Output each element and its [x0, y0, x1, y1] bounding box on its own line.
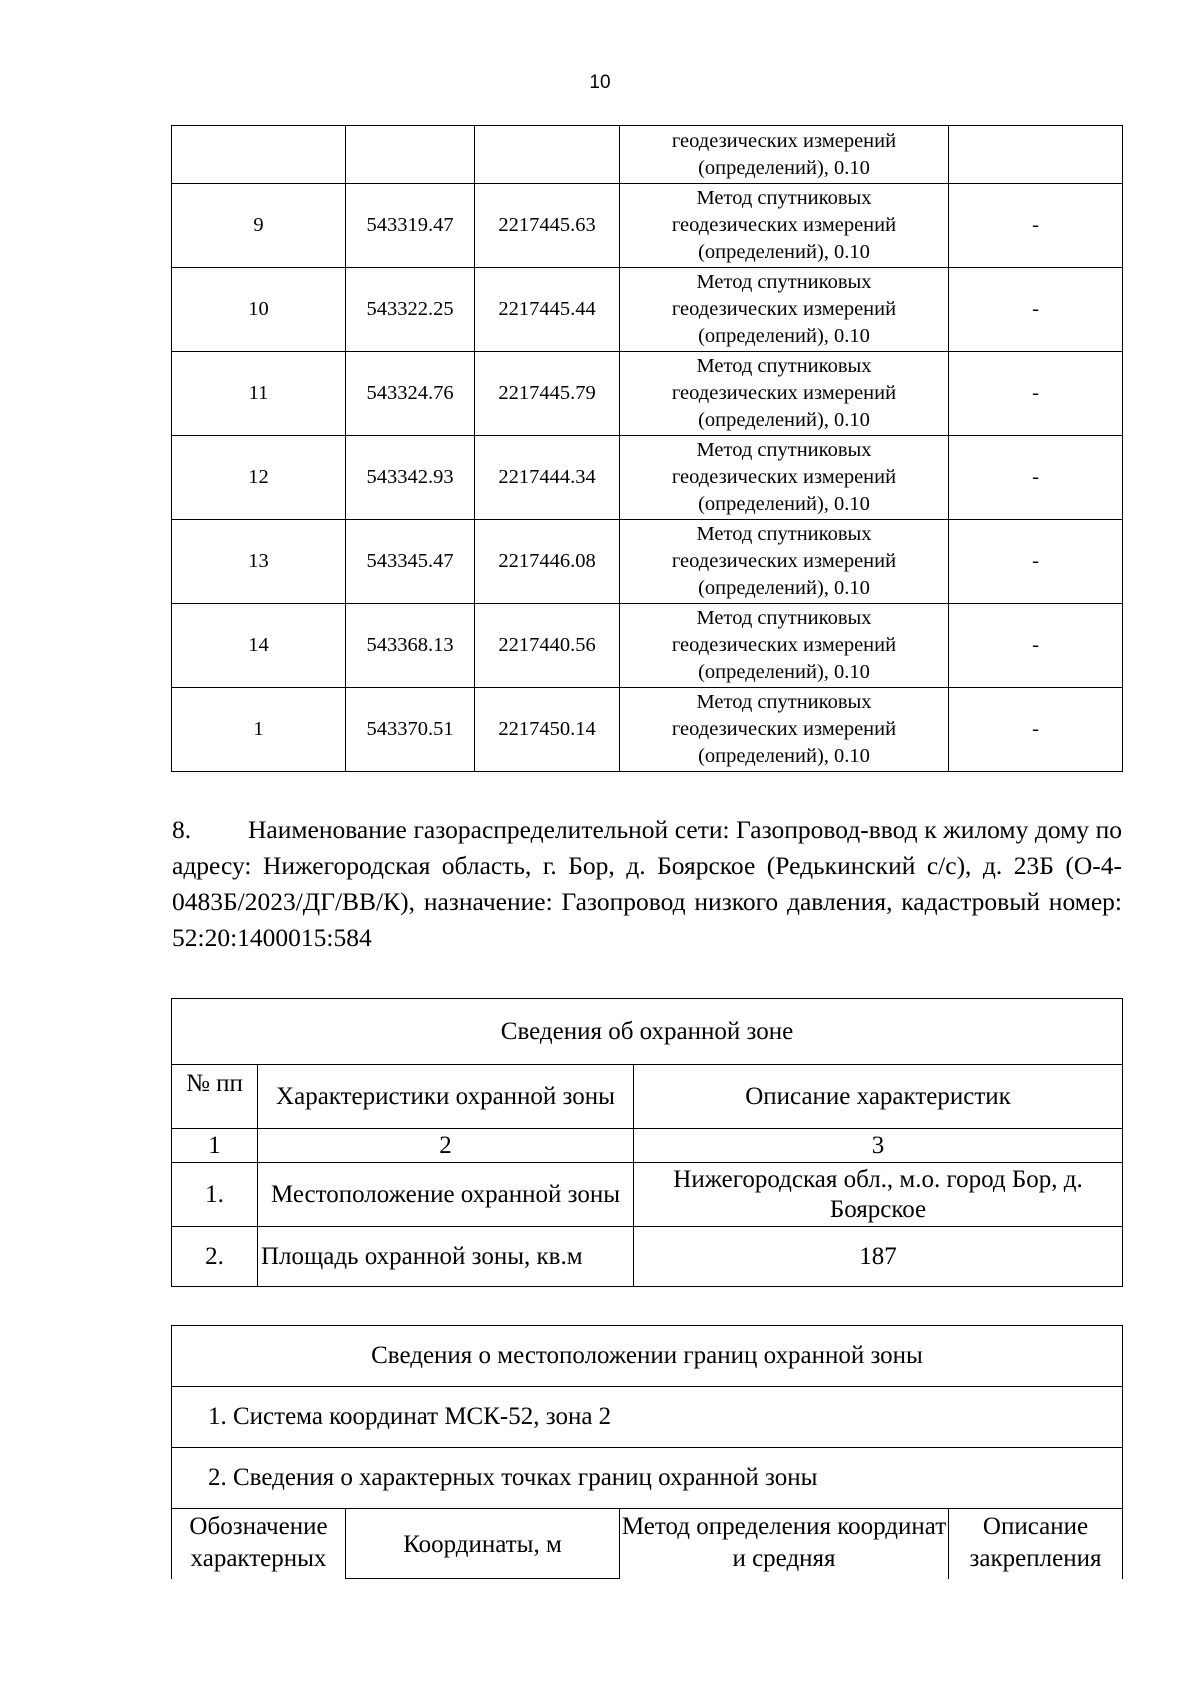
- method-line: геодезических измерений: [671, 130, 897, 152]
- method-cell: [620, 184, 949, 268]
- method-cell: [620, 520, 949, 604]
- x-cell: 543345.47: [346, 520, 475, 604]
- header-method: Метод определения координат и средняя: [620, 1509, 949, 1580]
- y-cell: 2217445.79: [475, 352, 620, 436]
- fixing-cell: -: [949, 604, 1123, 688]
- method-line: Метод спутниковых: [696, 355, 872, 377]
- point-cell: 9: [172, 184, 346, 268]
- zone-boundaries-table: [171, 1325, 1123, 1579]
- fixing-cell: -: [949, 520, 1123, 604]
- header-coordinates: Координаты, м: [346, 1511, 619, 1579]
- row-description: 187: [634, 1227, 1123, 1287]
- y-cell: [475, 126, 620, 184]
- y-cell: 2217445.44: [475, 268, 620, 352]
- bounds-table-title: Сведения о местоположении границ охранной зоны: [172, 1326, 1123, 1387]
- header-description: Описание характеристик: [634, 1065, 1123, 1129]
- method-cell: [620, 436, 949, 520]
- point-cell: 12: [172, 436, 346, 520]
- point-cell: 10: [172, 268, 346, 352]
- table-row: [172, 688, 1123, 772]
- coordinate-system: 1. Система координат МСК-52, зона 2: [172, 1387, 1123, 1448]
- method-line: (определений), 0.10: [698, 493, 870, 515]
- method-line: геодезических измерений: [671, 550, 897, 572]
- row-description: Нижегородская обл., м.о. город Бор, д. Боярское: [634, 1163, 1123, 1227]
- header-fixing: Описание закрепления: [949, 1509, 1123, 1580]
- y-cell: 2217444.34: [475, 436, 620, 520]
- x-cell: 543319.47: [346, 184, 475, 268]
- method-line: (определений), 0.10: [698, 577, 870, 599]
- header-designation: Обозначение характерных: [172, 1509, 346, 1580]
- index-cell: 3: [634, 1129, 1123, 1163]
- x-cell: 543342.93: [346, 436, 475, 520]
- section-text: Наименование газораспределительной сети: Газопровод-ввод к жилому дому по адресу: Нижегородская область, г. Бор, д. Боярское (Редькинский с/с), д. 23Б (О-4-0483Б/2023/ДГ/ВВ/К), назначение: Газопровод низкого давления, кадастровый номер: 52:20:1400015:584: [172, 815, 1122, 952]
- method-line: геодезических измерений: [671, 466, 897, 488]
- fixing-cell: -: [949, 352, 1123, 436]
- header-characteristic: Характеристики охранной зоны: [258, 1065, 634, 1129]
- method-line: Метод спутниковых: [696, 523, 872, 545]
- method-cell: [620, 126, 949, 184]
- header-number: № пп: [172, 1065, 258, 1129]
- method-line: Метод спутниковых: [696, 439, 872, 461]
- method-line: геодезических измерений: [671, 382, 897, 404]
- coordinates-table: [171, 125, 1123, 772]
- method-cell: [620, 268, 949, 352]
- method-line: (определений), 0.10: [698, 241, 870, 263]
- table-row: [172, 604, 1123, 688]
- method-line: Метод спутниковых: [696, 187, 872, 209]
- index-cell: 2: [258, 1129, 634, 1163]
- section-8-paragraph: [172, 812, 1122, 956]
- zone-table-title: Сведения об охранной зоне: [172, 999, 1123, 1065]
- y-cell: 2217450.14: [475, 688, 620, 772]
- index-cell: 1: [172, 1129, 258, 1163]
- row-characteristic: Площадь охранной зоны, кв.м: [258, 1227, 634, 1287]
- method-cell: [620, 604, 949, 688]
- method-line: (определений), 0.10: [698, 745, 870, 767]
- section-number: 8.: [172, 815, 192, 844]
- x-cell: 543370.51: [346, 688, 475, 772]
- page-number: 10: [589, 72, 611, 93]
- point-cell: 13: [172, 520, 346, 604]
- row-number: 1.: [172, 1163, 258, 1227]
- x-cell: 543368.13: [346, 604, 475, 688]
- fixing-cell: [949, 126, 1123, 184]
- x-cell: 543322.25: [346, 268, 475, 352]
- method-line: геодезических измерений: [671, 298, 897, 320]
- table-row: [172, 1227, 1123, 1287]
- point-cell: 1: [172, 688, 346, 772]
- y-cell: 2217446.08: [475, 520, 620, 604]
- table-row: [172, 352, 1123, 436]
- method-cell: [620, 688, 949, 772]
- method-line: Метод спутниковых: [696, 691, 872, 713]
- x-cell: [346, 126, 475, 184]
- points-section-title: 2. Сведения о характерных точках границ охранной зоны: [172, 1448, 1123, 1509]
- x-cell: 543324.76: [346, 352, 475, 436]
- header-coordinates-cell: [346, 1509, 620, 1580]
- row-number: 2.: [172, 1227, 258, 1287]
- y-cell: 2217445.63: [475, 184, 620, 268]
- method-line: геодезических измерений: [671, 634, 897, 656]
- fixing-cell: -: [949, 268, 1123, 352]
- table-row: [172, 436, 1123, 520]
- method-line: Метод спутниковых: [696, 607, 872, 629]
- method-line: геодезических измерений: [671, 214, 897, 236]
- method-line: (определений), 0.10: [698, 409, 870, 431]
- method-line: Метод спутниковых: [696, 271, 872, 293]
- table-row: [172, 184, 1123, 268]
- row-characteristic: Местоположение охранной зоны: [258, 1163, 634, 1227]
- fixing-cell: -: [949, 184, 1123, 268]
- table-row: [172, 126, 1123, 184]
- protection-zone-table: [171, 998, 1123, 1287]
- method-line: (определений), 0.10: [698, 661, 870, 683]
- method-line: геодезических измерений: [671, 718, 897, 740]
- fixing-cell: -: [949, 688, 1123, 772]
- table-row: [172, 1163, 1123, 1227]
- method-line: (определений), 0.10: [698, 325, 870, 347]
- table-row: [172, 520, 1123, 604]
- y-cell: 2217440.56: [475, 604, 620, 688]
- method-line: (определений), 0.10: [698, 157, 870, 179]
- point-cell: 11: [172, 352, 346, 436]
- point-cell: 14: [172, 604, 346, 688]
- point-cell: [172, 126, 346, 184]
- table-row: [172, 268, 1123, 352]
- method-cell: [620, 352, 949, 436]
- fixing-cell: -: [949, 436, 1123, 520]
